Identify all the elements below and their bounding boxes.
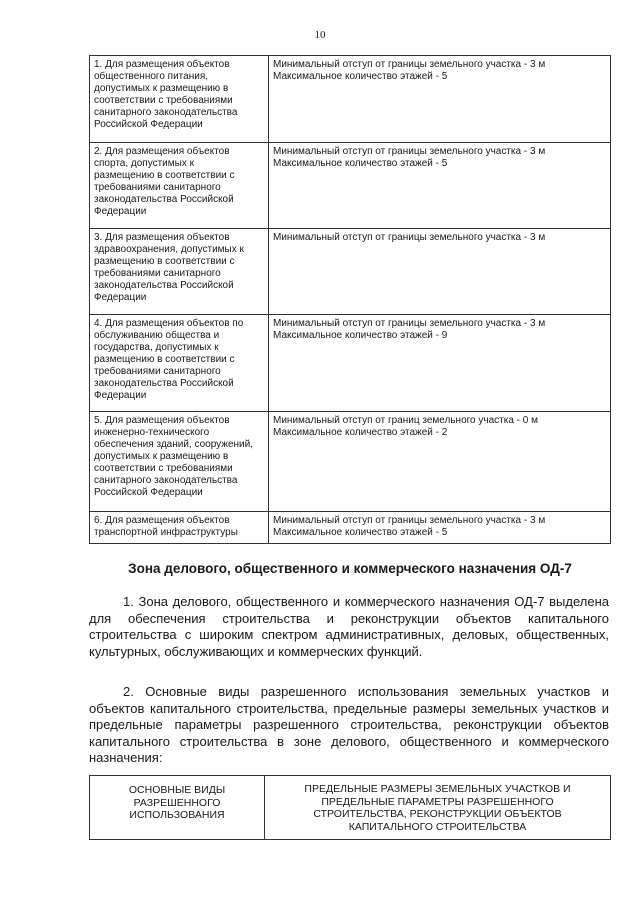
- table-cell-use-type: 4. Для размещения объектов по обслуживанию общества и государства, допустимых к размещению в соответствии с требованиями санитарного законодательства Российской Федерации: [90, 315, 269, 412]
- permitted-use-table: [89, 55, 611, 544]
- table-cell-use-type: 5. Для размещения объектов инженерно-технического обеспечения зданий, сооружений, допустимых к размещению в соответствии с требованиями санитарного законодательства Российской Федерации: [90, 412, 269, 512]
- table-cell-parameters: Минимальный отступ от границ земельного участка - 0 м Максимальное количество этажей - 2: [269, 412, 611, 512]
- paragraph-zone-purpose: 1. Зона делового, общественного и коммерческого назначения ОД-7 выделена для обеспечения строительства и реконструкции объектов капитального строительства с широким спектром административных, деловых, общественных, культурных, обслуживающих и коммерческих функций.: [89, 594, 609, 659]
- table-row: [90, 512, 611, 544]
- table-cell-use-type: 1. Для размещения объектов общественного питания, допустимых к размещению в соответствии с требованиями санитарного законодательства Российской Федерации: [90, 56, 269, 143]
- table-cell-parameters: Минимальный отступ от границы земельного участка - 3 м Максимальное количество этажей - 5: [269, 56, 611, 143]
- table-cell-parameters: Минимальный отступ от границы земельного участка - 3 м Максимальное количество этажей - 9: [269, 315, 611, 412]
- header-cell-main-uses: ОСНОВНЫЕ ВИДЫ РАЗРЕШЕННОГО ИСПОЛЬЗОВАНИЯ: [90, 776, 265, 840]
- table-cell-use-type: 6. Для размещения объектов транспортной инфраструктуры: [90, 512, 269, 544]
- page-number: 10: [314, 29, 326, 41]
- table-cell-parameters: Минимальный отступ от границы земельного участка - 3 м: [269, 229, 611, 315]
- table-row: [90, 229, 611, 315]
- header-cell-limit-parameters: ПРЕДЕЛЬНЫЕ РАЗМЕРЫ ЗЕМЕЛЬНЫХ УЧАСТКОВ И ПРЕДЕЛЬНЫЕ ПАРАМЕТРЫ РАЗРЕШЕННОГО СТРОИТЕЛЬСТВА, РЕКОНСТРУКЦИИ ОБЪЕКТОВ КАПИТАЛЬНОГО СТРОИТЕЛЬСТВА: [265, 776, 611, 840]
- table-cell-parameters: Минимальный отступ от границы земельного участка - 3 м Максимальное количество этажей - 5: [269, 512, 611, 544]
- main-uses-header-table: [89, 775, 611, 840]
- table-header-row: [90, 776, 611, 840]
- table-row: [90, 56, 611, 143]
- table-cell-use-type: 2. Для размещения объектов спорта, допустимых к размещению в соответствии с требованиями санитарного законодательства Российской Федерации: [90, 143, 269, 229]
- table-cell-use-type: 3. Для размещения объектов здравоохранения, допустимых к размещению в соответствии с требованиями санитарного законодательства Российской Федерации: [90, 229, 269, 315]
- zone-heading: Зона делового, общественного и коммерческого назначения ОД-7: [128, 561, 572, 576]
- table-cell-parameters: Минимальный отступ от границы земельного участка - 3 м Максимальное количество этажей - 5: [269, 143, 611, 229]
- paragraph-main-uses-intro: 2. Основные виды разрешенного использования земельных участков и объектов капитального строительства, предельные размеры земельных участков и предельные параметры разрешенного строительства, реконструкции объектов капитального строительства в зоне делового, общественного и коммерческого назначения:: [89, 684, 609, 766]
- table-row: [90, 412, 611, 512]
- table-row: [90, 315, 611, 412]
- table-row: [90, 143, 611, 229]
